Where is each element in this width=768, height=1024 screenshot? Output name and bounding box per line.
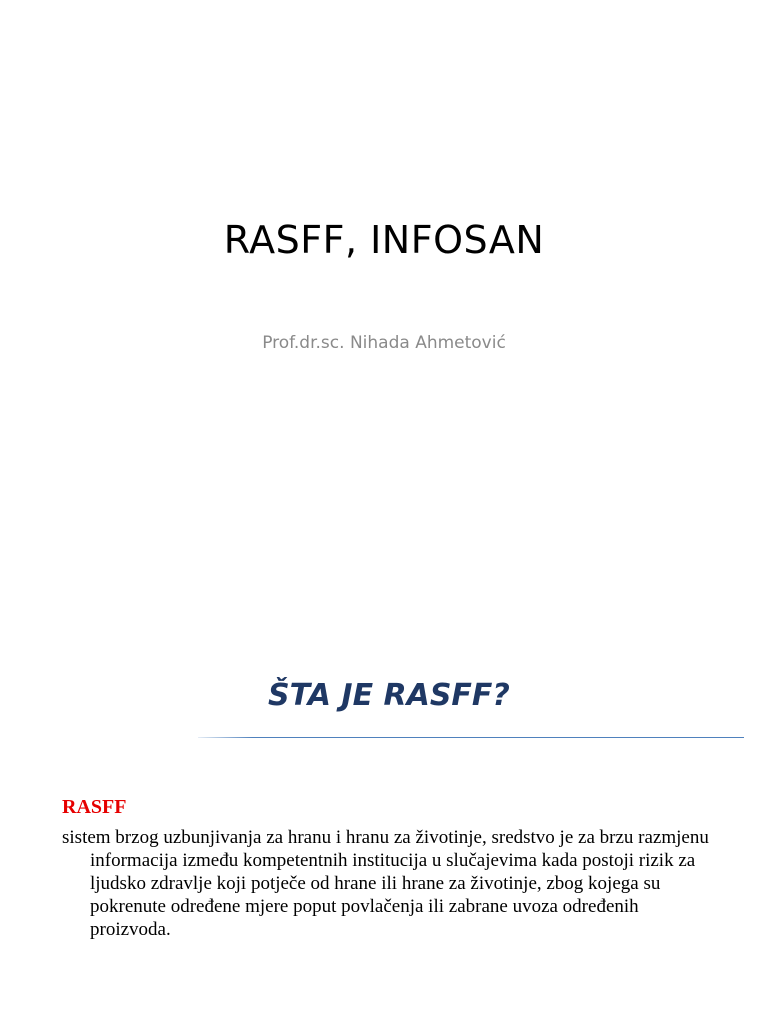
slide-author: Prof.dr.sc. Nihada Ahmetović xyxy=(262,333,506,353)
definition-term: RASFF xyxy=(62,796,127,818)
slide-heading: ŠTA JE RASFF? xyxy=(268,678,510,713)
content-slide xyxy=(0,600,768,1024)
slide-title: RASFF, INFOSAN xyxy=(223,218,545,262)
heading-divider xyxy=(198,737,744,738)
definition-text: sistem brzog uzbunjivanja za hranu i hranu za životinje, sredstvo je za brzu razmjenu informacija između kompetentnih institucija u slučajevima kada postoji rizik za ljudsko zdravlje koji potječe od hrane ili hrane za životinje, zbog kojega su pokrenute određene mjere poput povlačenja ili zabrane uvoza određenih proizvoda. xyxy=(62,827,709,940)
